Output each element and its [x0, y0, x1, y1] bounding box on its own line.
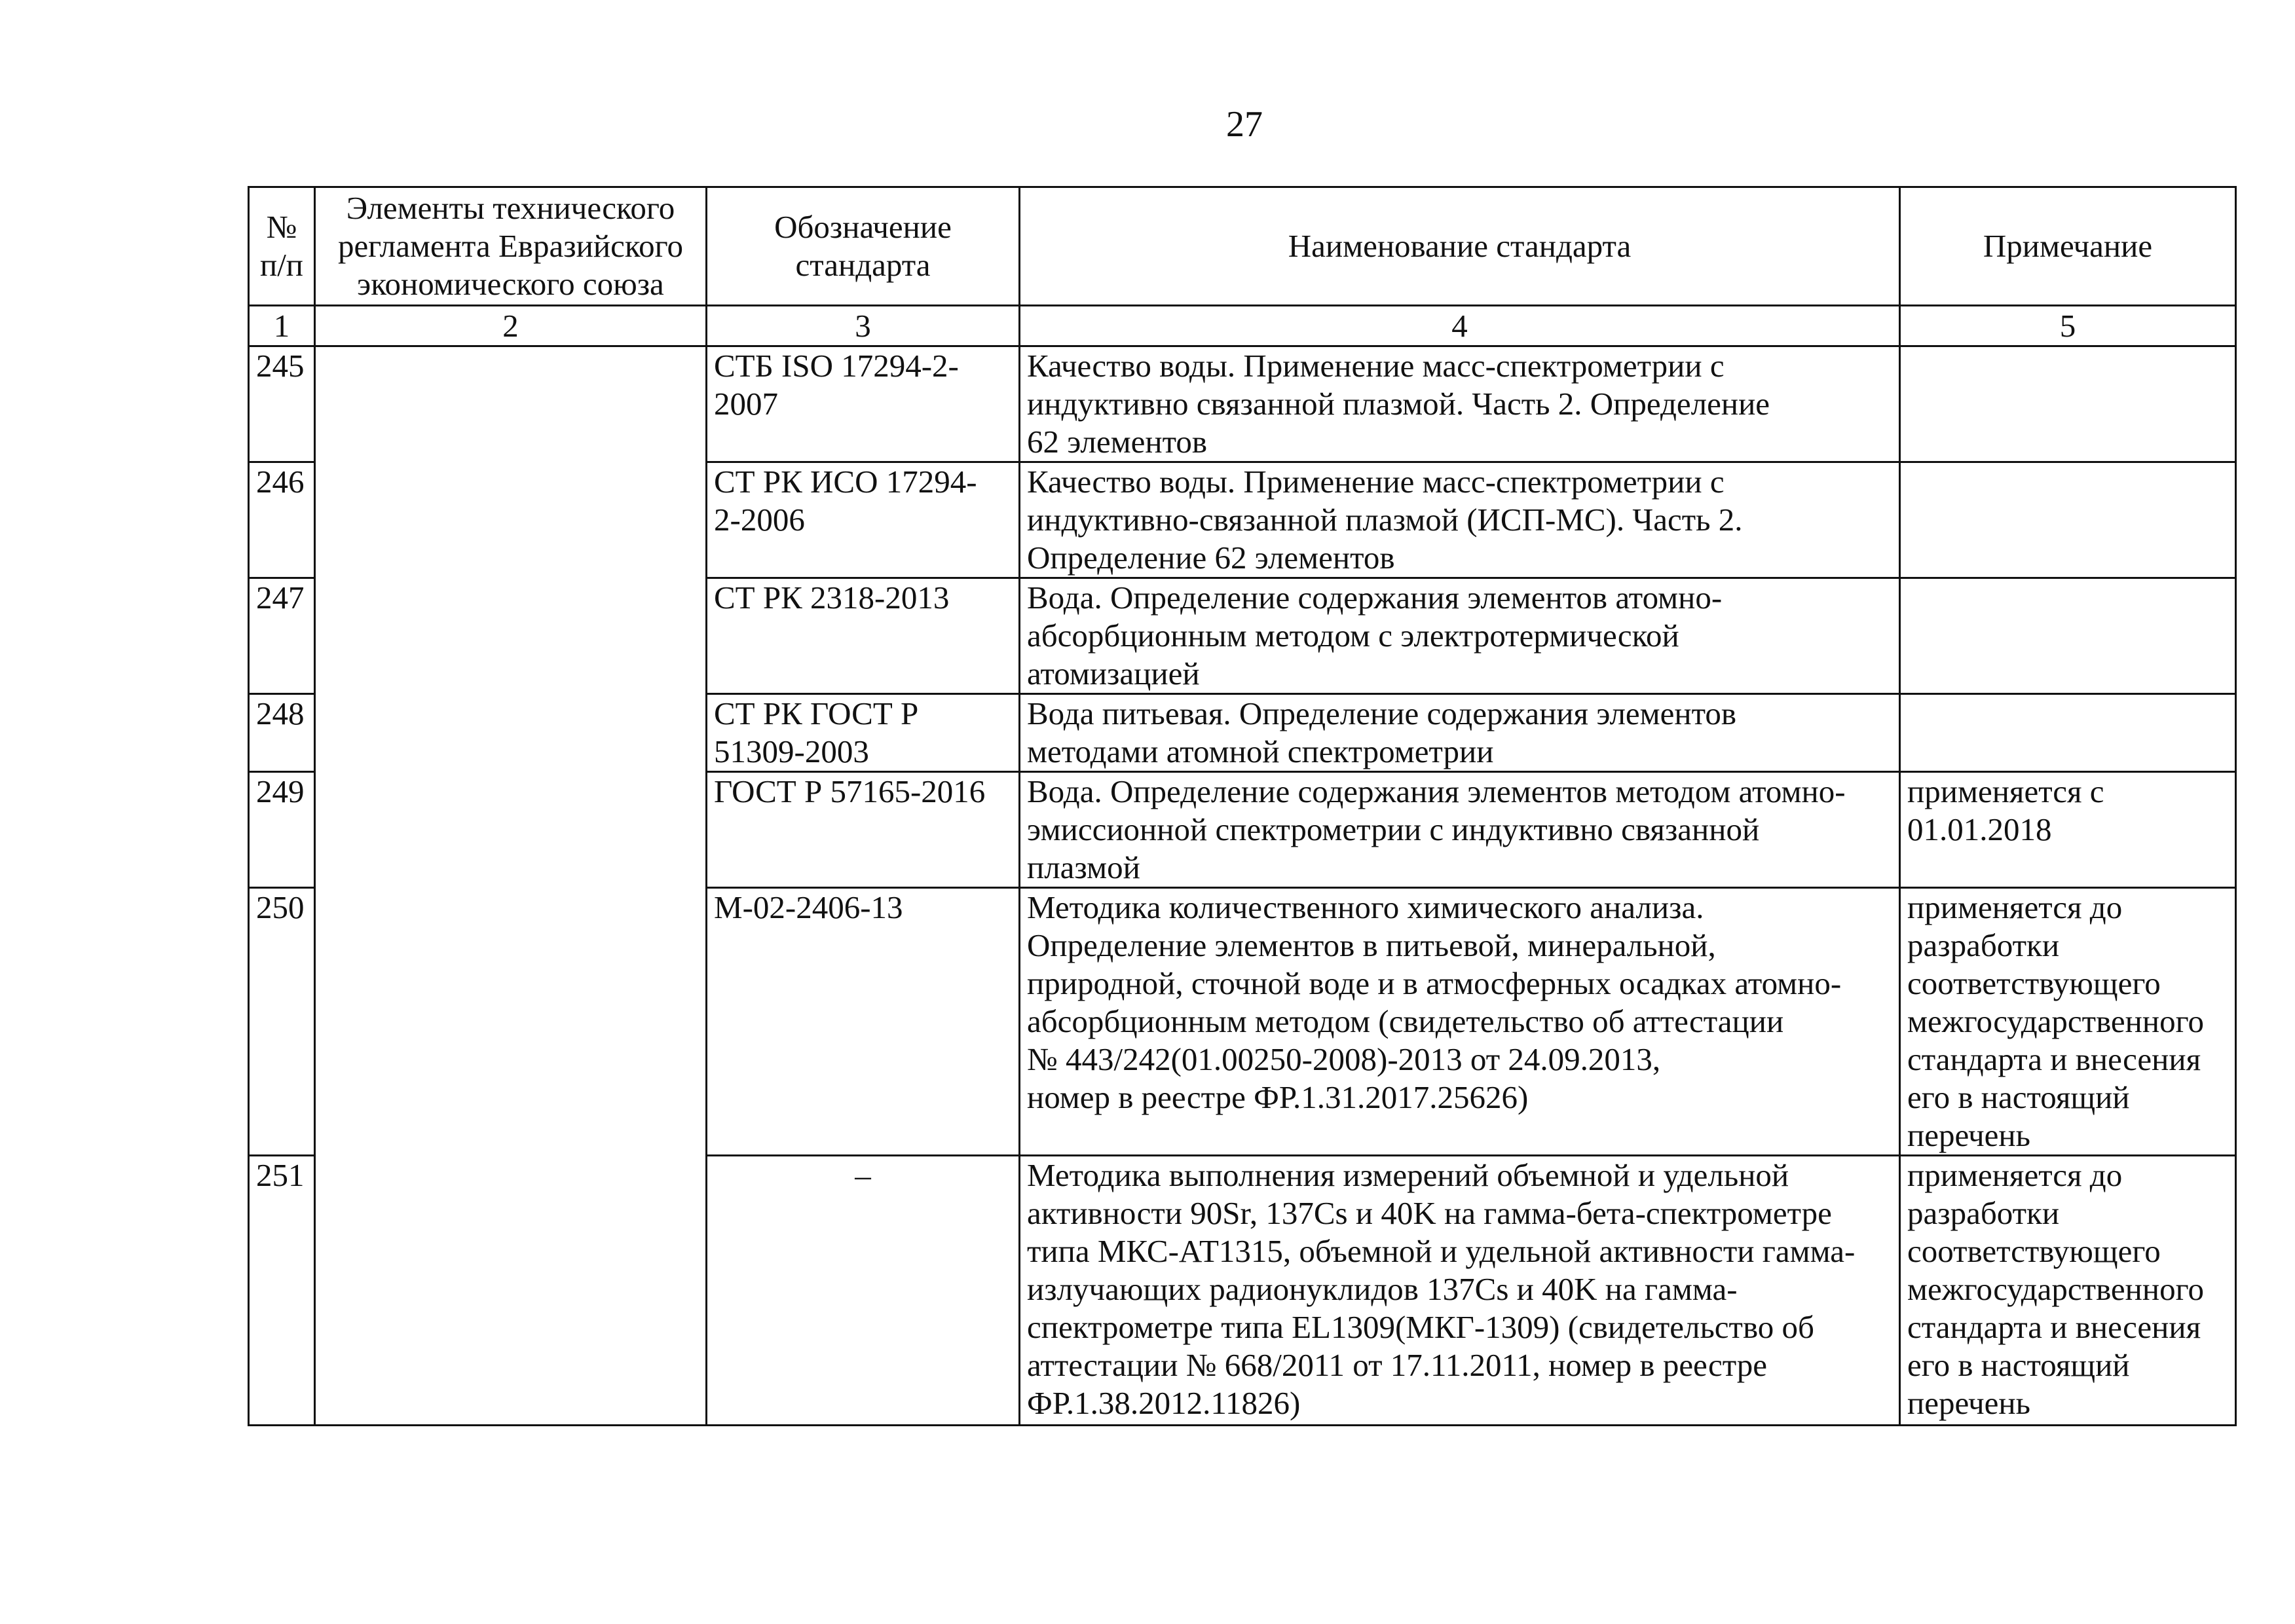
row-number: 250 [249, 888, 315, 1156]
note [1900, 346, 2236, 462]
header-regulation-elements: Элементы технического регламента Евразийского экономического союза [315, 187, 707, 306]
header-standard-designation: Обозначение стандарта [707, 187, 1020, 306]
column-number: 1 [249, 306, 315, 346]
column-number: 2 [315, 306, 707, 346]
note: применяется до разработки соответствующего межгосударственного стандарта и внесения его в настоящий перечень [1900, 1156, 2236, 1426]
row-number: 245 [249, 346, 315, 462]
row-number: 247 [249, 578, 315, 694]
header-note: Примечание [1900, 187, 2236, 306]
regulation-elements-cell [315, 346, 707, 1426]
standard-designation: М-02-2406-13 [707, 888, 1020, 1156]
standard-designation: ГОСТ Р 57165-2016 [707, 772, 1020, 888]
standard-designation: СТ РК ИСО 17294- 2-2006 [707, 462, 1020, 578]
standard-name: Методика выполнения измерений объемной и удельной активности 90Sr, 137Cs и 40K на гамма-бета-спектрометре типа МКС-АТ1315, объемной и удельной активности гамма- излучающих радионуклидов 137Cs и 40K на гамма- спектрометре типа EL1309(МКГ-1309) (свидетельство об аттестации № 668/2011 от 17.11.2011, номер в реестре ФР.1.38.2012.11826) [1020, 1156, 1900, 1426]
header-number: № п/п [249, 187, 315, 306]
table-header-row [249, 187, 2236, 306]
row-number: 248 [249, 694, 315, 772]
standard-name: Методика количественного химического анализа. Определение элементов в питьевой, минеральной, природной, сточной воде и в атмосферных осадках атомно- абсорбционным методом (свидетельство об аттестации № 443/242(01.00250-2008)-2013 от 24.09.2013, номер в реестре ФР.1.31.2017.25626) [1020, 888, 1900, 1156]
standard-designation: СТ РК ГОСТ Р 51309-2003 [707, 694, 1020, 772]
note [1900, 462, 2236, 578]
standard-designation: СТБ ISO 17294-2- 2007 [707, 346, 1020, 462]
standard-name: Вода. Определение содержания элементов методом атомно- эмиссионной спектрометрии с индуктивно связанной плазмой [1020, 772, 1900, 888]
note: применяется до разработки соответствующего межгосударственного стандарта и внесения его в настоящий перечень [1900, 888, 2236, 1156]
standard-designation: СТ РК 2318-2013 [707, 578, 1020, 694]
standard-name: Качество воды. Применение масс-спектрометрии с индуктивно-связанной плазмой (ИСП-МС). Часть 2. Определение 62 элементов [1020, 462, 1900, 578]
row-number: 251 [249, 1156, 315, 1426]
standard-designation: – [707, 1156, 1020, 1426]
column-number: 5 [1900, 306, 2236, 346]
page-number: 27 [1226, 104, 1263, 145]
header-standard-name: Наименование стандарта [1020, 187, 1900, 306]
row-number: 246 [249, 462, 315, 578]
table-row [249, 346, 2236, 462]
column-number: 4 [1020, 306, 1900, 346]
row-number: 249 [249, 772, 315, 888]
note [1900, 578, 2236, 694]
standard-name: Вода питьевая. Определение содержания элементов методами атомной спектрометрии [1020, 694, 1900, 772]
column-number-row [249, 306, 2236, 346]
standards-table [248, 186, 2237, 1426]
column-number: 3 [707, 306, 1020, 346]
standard-name: Вода. Определение содержания элементов атомно- абсорбционным методом с электротермической атомизацией [1020, 578, 1900, 694]
note [1900, 694, 2236, 772]
note: применяется с 01.01.2018 [1900, 772, 2236, 888]
standard-name: Качество воды. Применение масс-спектрометрии с индуктивно связанной плазмой. Часть 2. Определение 62 элементов [1020, 346, 1900, 462]
